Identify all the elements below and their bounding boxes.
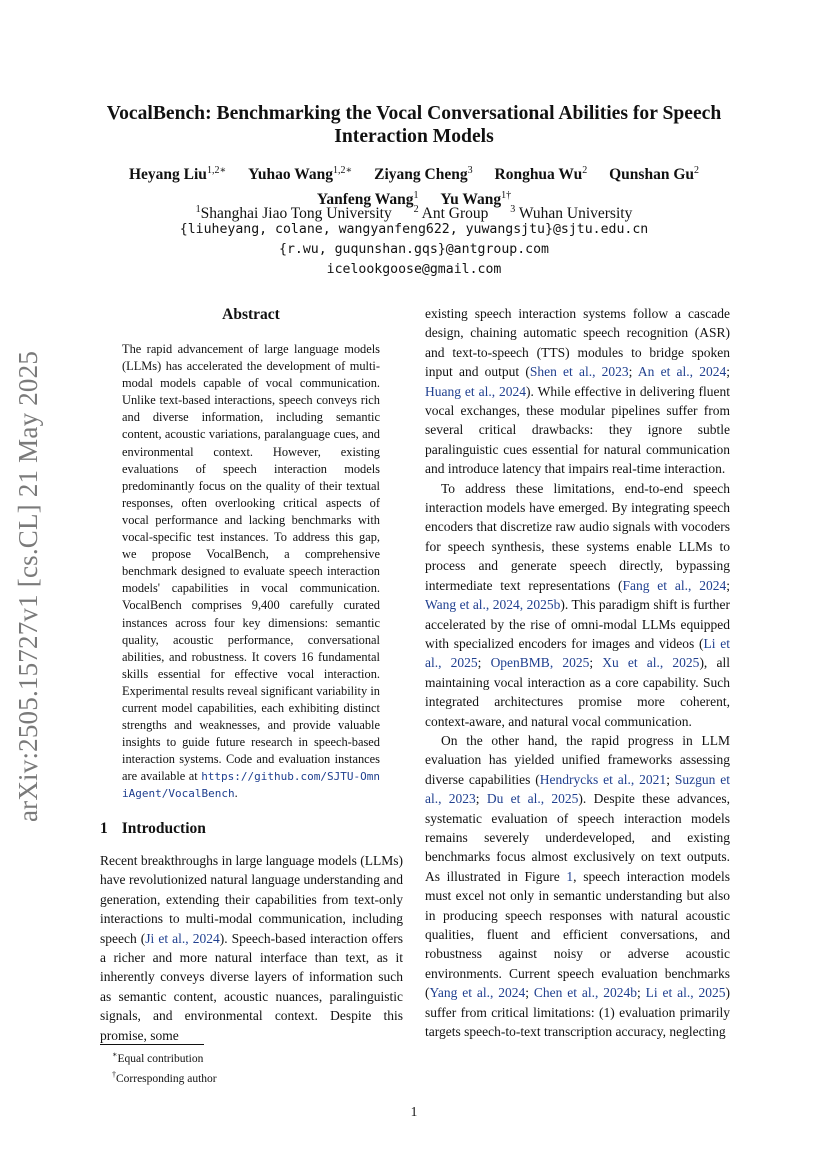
citation-link[interactable]: Xu et al., 2025 — [602, 655, 700, 671]
paper-title: VocalBench: Benchmarking the Vocal Conversational Abilities for Speech Interaction Models — [106, 103, 722, 147]
author: Ronghua Wu$^2$ — [494, 165, 588, 184]
citation-link[interactable]: Shen et al., 2023 — [529, 364, 629, 380]
introduction-body-left: Recent breakthroughs in large language models (LLMs) have revolutionized natural language understanding and generation, extending their capabilities from text-only interactions to multi-modal communication, including speech (Ji et al., 2024). Speech-based interaction offers a richer and more natural interface than text, as it inherently conveys diverse layers of information such as semantic content, acoustic nuances, paralinguistic signals, and environmental context. Despite this promise, some — [100, 853, 403, 1043]
footnote-divider — [100, 1044, 204, 1045]
author: Yuhao Wang$^{1,2∗}$ — [248, 165, 353, 184]
paragraph: On the other hand, the rapid progress in LLM evaluation has yielded unified frameworks assessing diverse capabilities (Hendrycks et al., 2021; Suzgun et al., 2023; Du et al., 2025). Despite these advances, systematic evaluation of speech interaction models remains severely underdeveloped, and existing benchmarks focus almost exclusively on text outputs. As illustrated in Figure 1, speech interaction models must excel not only in semantic understanding but also in producing speech responses with natural acoustic qualities, fluent and efficient conversations, and robustness against noisy or adverse acoustic environments. Current speech evaluation benchmarks (Yang et al., 2024; Chen et al., 2024b; Li et al., 2025) suffer from critical limitations: (1) evaluation primarily targets speech-to-text transcription accuracy, neglecting — [425, 732, 731, 1040]
abstract-heading: Abstract — [222, 306, 280, 323]
code-link[interactable]: https://github.com/SJTU-OmniAgent/VocalBench — [122, 770, 380, 801]
citation-link[interactable]: Li et al., 2025 — [645, 985, 726, 1001]
author: Heyang Liu$^{1,2∗}$ — [128, 165, 227, 184]
citation-link[interactable]: An et al., 2024 — [637, 364, 727, 380]
introduction-body-right — [425, 304, 730, 1041]
citation-link[interactable]: Hendrycks et al., 2021 — [539, 771, 667, 787]
arxiv-stamp — [6, 341, 52, 831]
citation-link[interactable]: Du et al., 2025 — [486, 791, 579, 807]
page-number: 1 — [410, 1104, 418, 1119]
email-line: {liuheyang, colane, wangyanfeng622, yuwangsjtu}@sjtu.edu.cn — [179, 222, 649, 237]
abstract-body: The rapid advancement of large language models (LLMs) has accelerated the development of multi-modal models capable of vocal communication. Unlike text-based interactions, speech conveys rich and diverse information, including semantic content, acoustic variations, paralanguage cues, and environmental context. However, existing evaluations of speech interaction models predominantly focus on the quality of their textual responses, often overlooking critical aspects of vocal performance and lacking benchmarks with vocal-specific test instances. To address this gap, we propose VocalBench, a comprehensive benchmark designed to evaluate speech interaction models' capabilities in vocal communication. VocalBench comprises 9,400 carefully curated instances across four key dimensions: semantic quality, acoustic performance, conversational abilities, and robustness. It covers 16 fundamental skills essential for effective vocal interaction. Experimental results reveal significant variability in current model capabilities, each exhibiting distinct strengths and weaknesses, and provide valuable insights to guide future research in speech-based interaction systems. Code and evaluation instances are available at https://github.com/SJTU-OmniAgent/VocalBench. — [122, 342, 380, 801]
citation-link[interactable]: OpenBMB, 2025 — [490, 655, 590, 671]
arxiv-stamp-text: arXiv:2505.15727v1 [cs.CL] 21 May 2025 — [13, 350, 44, 822]
footnote: †Corresponding author — [112, 1069, 217, 1085]
author: Qunshan Gu$^2$ — [609, 165, 699, 184]
citation-link[interactable]: Ji et al., 2024 — [145, 930, 220, 946]
paragraph: To address these limitations, end-to-end speech interaction models have emerged. By integrating speech encoders that discretize raw audio signals with vocoders for speech synthesis, these systems enable LLMs to process and generate speech directly, bypassing intermediate text representations (Fang et al., 2024; Wang et al., 2024, 2025b). This paradigm shift is further accelerated by the rise of omni-modal LLMs equipped with specialized encoders for images and videos (Li et al., 2025; OpenBMB, 2025; Xu et al., 2025), all maintaining vocal interaction as a core capability. Such integrated architectures promise more coherent, context-aware, and natural vocal communication. — [425, 480, 731, 729]
author: Yu Wang$^{1\dagger}$ — [440, 190, 512, 209]
affiliation: $^1$Shanghai Jiao Tong University — [195, 204, 392, 223]
email-list — [80, 220, 748, 280]
citation-link[interactable]: Suzgun et al., 2023 — [425, 771, 730, 807]
section-heading-introduction: 1 Introduction — [100, 820, 206, 837]
footnotes — [112, 1047, 392, 1087]
citation-link[interactable]: Chen et al., 2024b — [533, 985, 637, 1001]
affiliation: $^3$ Wuhan University — [510, 204, 633, 223]
paragraph: existing speech interaction systems follow a cascade design, chaining automatic speech recognition (ASR) and text-to-speech (TTS) modules to bridge spoken input and output (Shen et al., 2023; An et al., 2024; Huang et al., 2024). While effective in delivering fluent vocal exchanges, these modular pipelines suffer from several critical drawbacks: they ignore subtle paralinguistic cues essential for natural communication and introduce latency that impairs real-time interaction. — [425, 306, 730, 477]
email-line: icelookgoose@gmail.com — [326, 262, 502, 277]
citation-link[interactable]: Huang et al., 2024 — [425, 383, 527, 399]
author: Yanfeng Wang$^1$ — [316, 190, 419, 209]
figure-reference-link[interactable]: 1 — [566, 868, 574, 884]
citation-link[interactable]: Yang et al., 2024 — [429, 985, 526, 1001]
citation-link[interactable]: Li et al., 2025 — [425, 635, 731, 671]
author: Ziyang Cheng$^3$ — [374, 165, 473, 184]
citation-link[interactable]: Fang et al., 2024 — [622, 577, 727, 593]
footnote: ∗Equal contribution — [112, 1050, 204, 1065]
email-line: {r.wu, guqunshan.gqs}@antgroup.com — [279, 242, 549, 257]
affiliation: $^2$ Ant Group — [413, 204, 489, 223]
citation-link[interactable]: Wang et al., 2024, 2025b — [425, 597, 561, 613]
